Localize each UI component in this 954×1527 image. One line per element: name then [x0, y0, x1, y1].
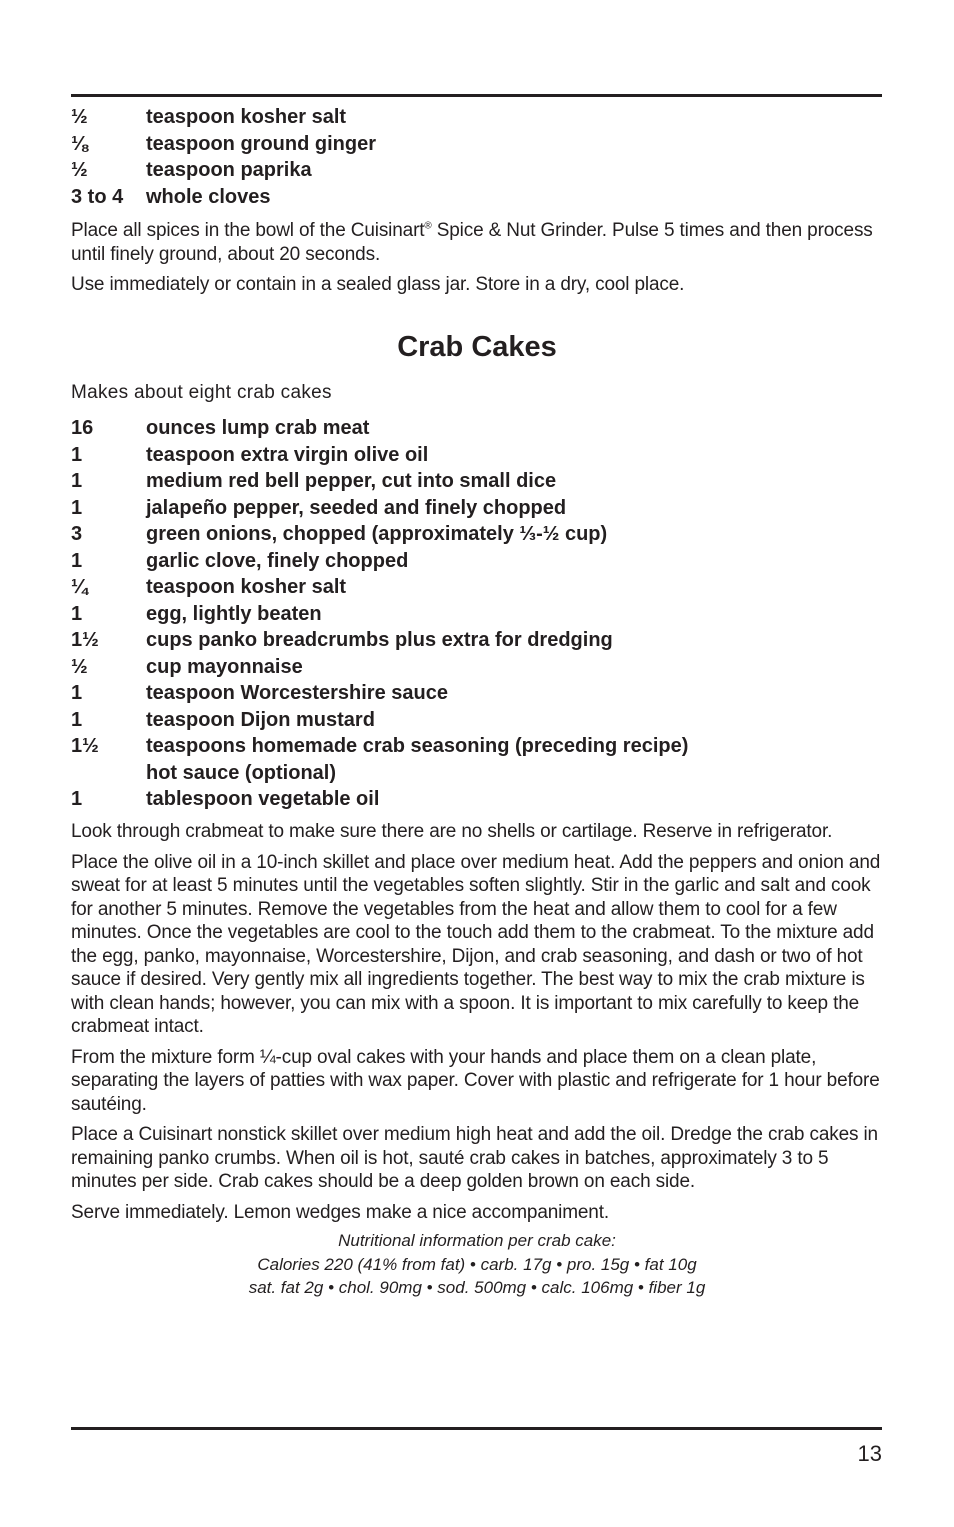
ingredient-row — [71, 760, 884, 787]
nutrition-line: Calories 220 (41% from fat) • carb. 17g • pro. 15g • fat 10g — [257, 1254, 697, 1274]
ingredient-qty: 1 — [71, 496, 83, 519]
crab-instructions — [71, 820, 884, 1231]
ingredient-text: teaspoon kosher salt — [146, 576, 347, 598]
ingredient-qty: 16 — [71, 417, 94, 439]
instruction-text: Spice & Nut Grinder. Pulse 5 times and then process until finely ground, about 20 seconds. — [71, 220, 873, 265]
nutrition-line: sat. fat 2g • chol. 90mg • sod. 500mg • calc. 106mg • fiber 1g — [248, 1278, 706, 1297]
ingredient-row — [71, 654, 884, 681]
ingredient-qty: 1 — [71, 602, 83, 625]
ingredient-text: teaspoon paprika — [146, 159, 312, 181]
ingredient-text: teaspoons homemade crab seasoning (preceding recipe) — [146, 735, 689, 757]
spice-instructions — [71, 219, 884, 304]
instruction-paragraph — [71, 219, 884, 266]
page-number: 13 — [857, 1441, 882, 1466]
ingredient-row — [71, 627, 884, 654]
ingredient-qty: 1 — [71, 443, 83, 466]
nutrition-info — [0, 1229, 954, 1300]
ingredient-qty: ¼ — [71, 576, 88, 598]
ingredient-text: jalapeño pepper, seeded and finely chopped — [146, 496, 567, 519]
ingredient-text: ounces lump crab meat — [146, 417, 370, 439]
instruction-paragraph: Place the olive oil in a 10-inch skillet and place over medium heat. Add the peppers and onion and sweat for at least 5 minutes until the vegetables soften slightly. Stir in the garlic and salt and cook for another 5 minutes. Remove the vegetables from the heat and allow them to cool for a few minutes. Once the vegetables are cool to the touch add them to the crabmeat. To the mixture add the egg, panko, mayonnaise, Worcestershire, Dijon, and crab seasoning, and dash or two of hot sauce if desired. Very gently mix all ingredients together. The best way to mix the crab mixture is with clean hands; however, you can mix with a spoon. It is important to mix carefully to keep the crabmeat intact. — [71, 851, 881, 1037]
nutrition-heading: Nutritional information per crab cake: — [338, 1231, 616, 1250]
ingredient-text: teaspoon Worcestershire sauce — [146, 682, 448, 704]
instruction-paragraph: Serve immediately. Lemon wedges make a nice accompaniment. — [71, 1201, 609, 1223]
ingredient-text: green onions, chopped (approximately ⅓-½ cup) — [146, 523, 608, 545]
ingredient-row — [71, 415, 884, 442]
ingredient-text: garlic clove, finely chopped — [146, 549, 409, 572]
ingredient-qty: ½ — [71, 655, 88, 678]
ingredient-row — [71, 184, 884, 211]
ingredient-qty: 3 — [71, 523, 83, 545]
ingredient-row — [71, 574, 884, 601]
ingredient-qty: ⅛ — [71, 132, 88, 155]
ingredient-row — [71, 548, 884, 575]
ingredient-row — [71, 707, 884, 734]
top-rule — [71, 94, 882, 97]
ingredient-text: teaspoon Dijon mustard — [146, 708, 375, 731]
ingredient-qty: 1 — [71, 708, 83, 731]
ingredient-text: teaspoon ground ginger — [146, 132, 376, 155]
ingredient-qty: 1 — [71, 682, 83, 704]
ingredient-row — [71, 601, 884, 628]
ingredient-qty — [71, 760, 146, 787]
spice-ingredient-list — [71, 104, 884, 210]
instruction-paragraph: Look through crabmeat to make sure there are no shells or cartilage. Reserve in refrigerator. — [71, 821, 833, 842]
ingredient-row — [71, 680, 884, 707]
ingredient-row — [71, 733, 884, 760]
ingredient-qty: 1½ — [71, 629, 99, 651]
ingredient-row — [71, 468, 884, 495]
ingredient-text: egg, lightly beaten — [146, 602, 322, 625]
ingredient-row — [71, 495, 884, 522]
instruction-text: Place all spices in the bowl of the Cuisinart — [71, 220, 425, 241]
ingredient-text: teaspoon kosher salt — [146, 106, 347, 128]
ingredient-row — [71, 786, 884, 813]
ingredient-qty: ½ — [71, 106, 88, 128]
ingredient-row — [71, 104, 884, 131]
instruction-paragraph: Place a Cuisinart nonstick skillet over medium high heat and add the oil. Dredge the crab cakes in remaining panko crumbs. When oil is hot, sauté crab cakes in batches, approximately 3 to 5 minutes per side. Crab cakes should be a deep golden brown on each side. — [71, 1124, 878, 1192]
ingredient-row — [71, 157, 884, 184]
instruction-paragraph: From the mixture form ¼-cup oval cakes with your hands and place them on a clean plate, separating the layers of patties with wax paper. Cover with plastic and refrigerate for 1 hour before sautéing. — [71, 1046, 880, 1115]
ingredient-qty: 3 to 4 — [71, 185, 124, 208]
registered-mark: ® — [424, 220, 432, 232]
instruction-paragraph: Use immediately or contain in a sealed glass jar. Store in a dry, cool place. — [71, 274, 685, 295]
recipe-title: Crab Cakes — [397, 331, 557, 363]
ingredient-row — [71, 131, 884, 158]
ingredient-qty: 1 — [71, 549, 83, 572]
ingredient-qty: 1 — [71, 788, 83, 810]
crab-ingredient-list — [71, 415, 884, 813]
ingredient-qty: 1½ — [71, 735, 99, 757]
ingredient-text: hot sauce (optional) — [146, 761, 336, 784]
ingredient-qty: 1 — [71, 470, 83, 492]
ingredient-text: cups panko breadcrumbs plus extra for dredging — [146, 629, 613, 651]
ingredient-text: teaspoon extra virgin olive oil — [146, 443, 429, 466]
bottom-rule — [71, 1427, 882, 1430]
ingredient-row — [71, 521, 884, 548]
recipe-yield: Makes about eight crab cakes — [71, 382, 332, 403]
ingredient-text: medium red bell pepper, cut into small dice — [146, 470, 557, 492]
ingredient-row — [71, 442, 884, 469]
ingredient-qty: ½ — [71, 159, 88, 181]
ingredient-text: cup mayonnaise — [146, 655, 303, 678]
ingredient-text: whole cloves — [146, 185, 271, 208]
ingredient-text: tablespoon vegetable oil — [146, 788, 380, 810]
